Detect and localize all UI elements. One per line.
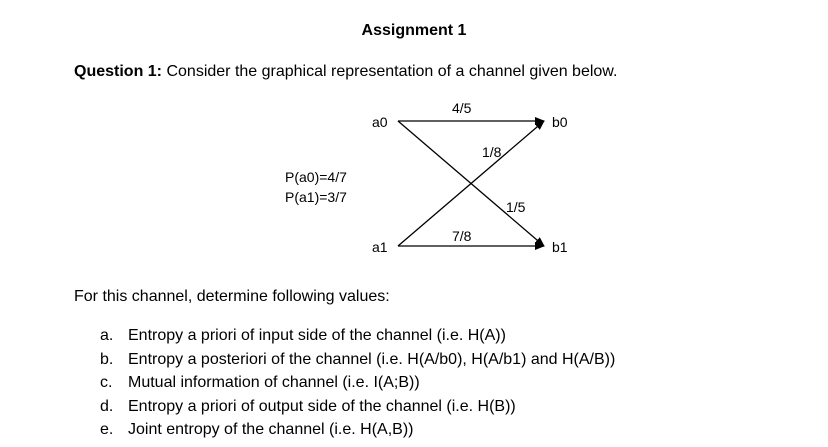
list-item-text: Mutual information of channel (i.e. I(A;B)) xyxy=(128,374,420,391)
page-title: Assignment 1 xyxy=(361,22,467,39)
list-marker: d. xyxy=(100,397,114,415)
list-item xyxy=(100,371,615,395)
edge-label-a0-b0: 4/5 xyxy=(452,100,472,116)
list-item-text: Joint entropy of the channel (i.e. H(A,B)) xyxy=(128,421,414,438)
prob-label-a0: P(a0)=4/7 xyxy=(285,169,347,185)
question-label: Question 1: xyxy=(74,63,163,80)
list-item xyxy=(100,395,615,419)
list-marker: e. xyxy=(100,421,114,438)
list-item xyxy=(100,324,615,348)
edge-label-a1-b0: 1/8 xyxy=(482,144,502,160)
list-marker: a. xyxy=(100,327,114,344)
node-label-a1: a1 xyxy=(372,239,388,255)
edge-label-a0-b1: 1/5 xyxy=(506,199,526,215)
question-body: Consider the graphical representation of a channel given below. xyxy=(162,63,618,80)
prob-label-a1: P(a1)=3/7 xyxy=(285,189,347,205)
question-list xyxy=(100,324,615,442)
intro-text: For this channel, determine following values: xyxy=(74,288,390,305)
node-label-b0: b0 xyxy=(552,114,568,130)
list-item-text: Entropy a priori of input side of the channel (i.e. H(A)) xyxy=(128,327,506,344)
edge-label-a1-b1: 7/8 xyxy=(452,228,472,244)
list-item xyxy=(100,418,615,442)
node-label-b1: b1 xyxy=(552,239,568,255)
node-label-a0: a0 xyxy=(372,114,388,130)
list-item-text: Entropy a posteriori of the channel (i.e. H(A/b0), H(A/b1) and H(A/B)) xyxy=(128,350,616,368)
list-marker: b. xyxy=(100,350,114,368)
list-marker: c. xyxy=(100,374,113,391)
list-item-text: Entropy a priori of output side of the channel (i.e. H(B)) xyxy=(128,397,516,415)
list-item xyxy=(100,348,615,372)
